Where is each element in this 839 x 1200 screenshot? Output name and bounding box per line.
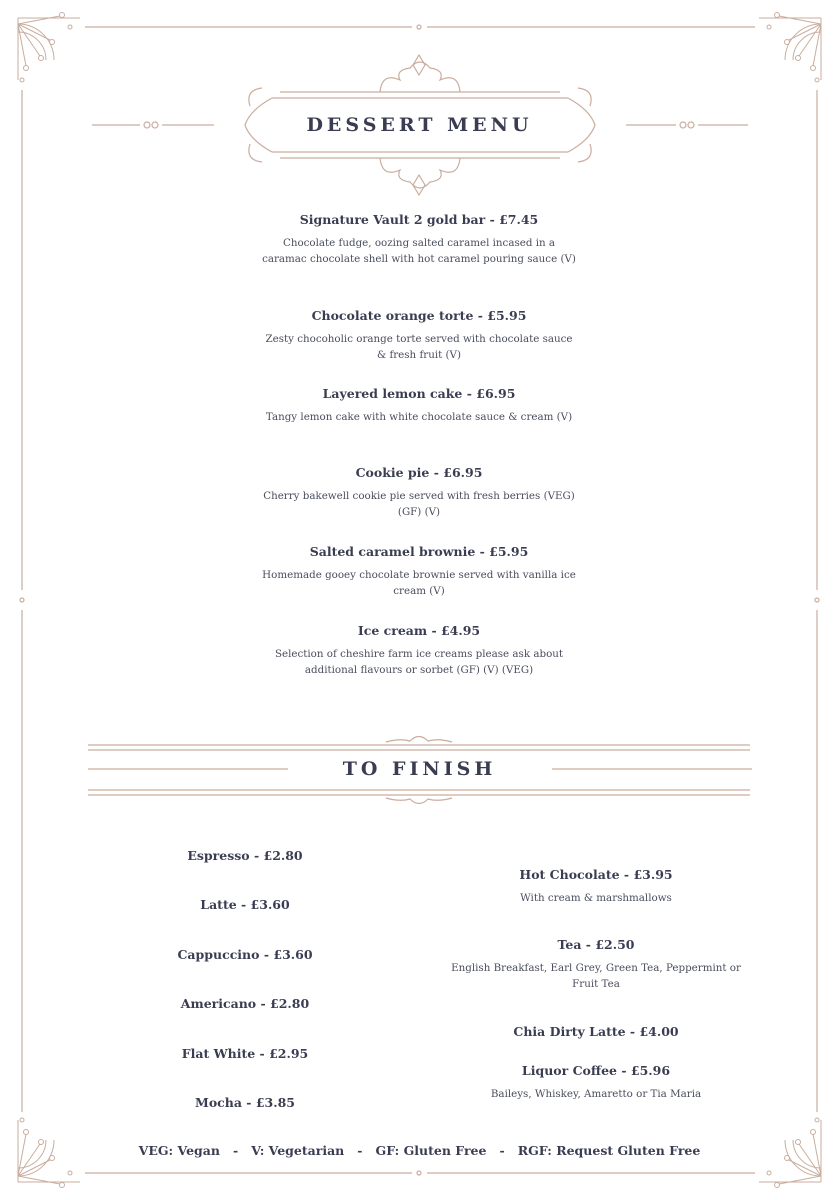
drink-name: Hot Chocolate - £3.95: [519, 867, 673, 882]
dessert-item: [260, 623, 578, 678]
dessert-description: Selection of cheshire farm ice creams please ask about additional flavours or sorbet (GF) (V) (VEG): [274, 648, 564, 676]
dessert-description: Cherry bakewell cookie pie served with fresh berries (VEG) (GF) (V): [263, 490, 575, 518]
dessert-item: [260, 308, 578, 386]
dessert-name: Salted caramel brownie - £5.95: [309, 544, 529, 559]
dessert-name: Ice cream - £4.95: [357, 623, 481, 638]
dessert-menu-title: DESSERT MENU: [306, 114, 533, 136]
dessert-description: Homemade gooey chocolate brownie served with vanilla ice cream (V): [262, 569, 576, 597]
drink-item: Mocha - £3.85: [194, 1095, 295, 1110]
drink-item: [450, 867, 742, 906]
dessert-item: [260, 544, 578, 623]
drink-item: [450, 937, 742, 992]
drink-item: Flat White - £2.95: [181, 1046, 309, 1061]
dessert-name: Signature Vault 2 gold bar - £7.45: [299, 212, 539, 227]
drink-description: With cream & marshmallows: [520, 892, 672, 904]
dessert-description: Zesty chocoholic orange torte served with chocolate sauce & fresh fruit (V): [265, 333, 573, 361]
dessert-item: [260, 212, 578, 308]
drink-item: Espresso - £2.80: [187, 848, 303, 863]
dessert-list: [260, 212, 578, 678]
dessert-item: [260, 465, 578, 544]
drink-name: Liquor Coffee - £5.96: [521, 1063, 671, 1078]
dessert-description: Chocolate fudge, oozing salted caramel incased in a caramac chocolate shell with hot caramel pouring sauce (V): [262, 237, 576, 265]
drink-description: English Breakfast, Earl Grey, Green Tea, Peppermint or Fruit Tea: [451, 962, 741, 990]
drink-item: [450, 1024, 742, 1040]
dessert-name: Chocolate orange torte - £5.95: [311, 308, 527, 323]
drink-item: Cappuccino - £3.60: [177, 947, 313, 962]
dessert-description: Tangy lemon cake with white chocolate sauce & cream (V): [265, 411, 573, 423]
dessert-name: Layered lemon cake - £6.95: [322, 386, 516, 401]
drink-description: Baileys, Whiskey, Amaretto or Tia Maria: [490, 1088, 702, 1100]
dessert-name: Cookie pie - £6.95: [355, 465, 483, 480]
drink-name: Chia Dirty Latte - £4.00: [513, 1024, 679, 1039]
dessert-item: [260, 386, 578, 465]
to-finish-title: TO FINISH: [342, 758, 497, 780]
drink-item: Latte - £3.60: [200, 897, 290, 912]
drink-name: Tea - £2.50: [557, 937, 635, 952]
drink-item: Americano - £2.80: [180, 996, 310, 1011]
dietary-legend: VEG: Vegan - V: Vegetarian - GF: Gluten Free - RGF: Request Gluten Free: [138, 1143, 701, 1158]
drink-item: [450, 1063, 742, 1102]
